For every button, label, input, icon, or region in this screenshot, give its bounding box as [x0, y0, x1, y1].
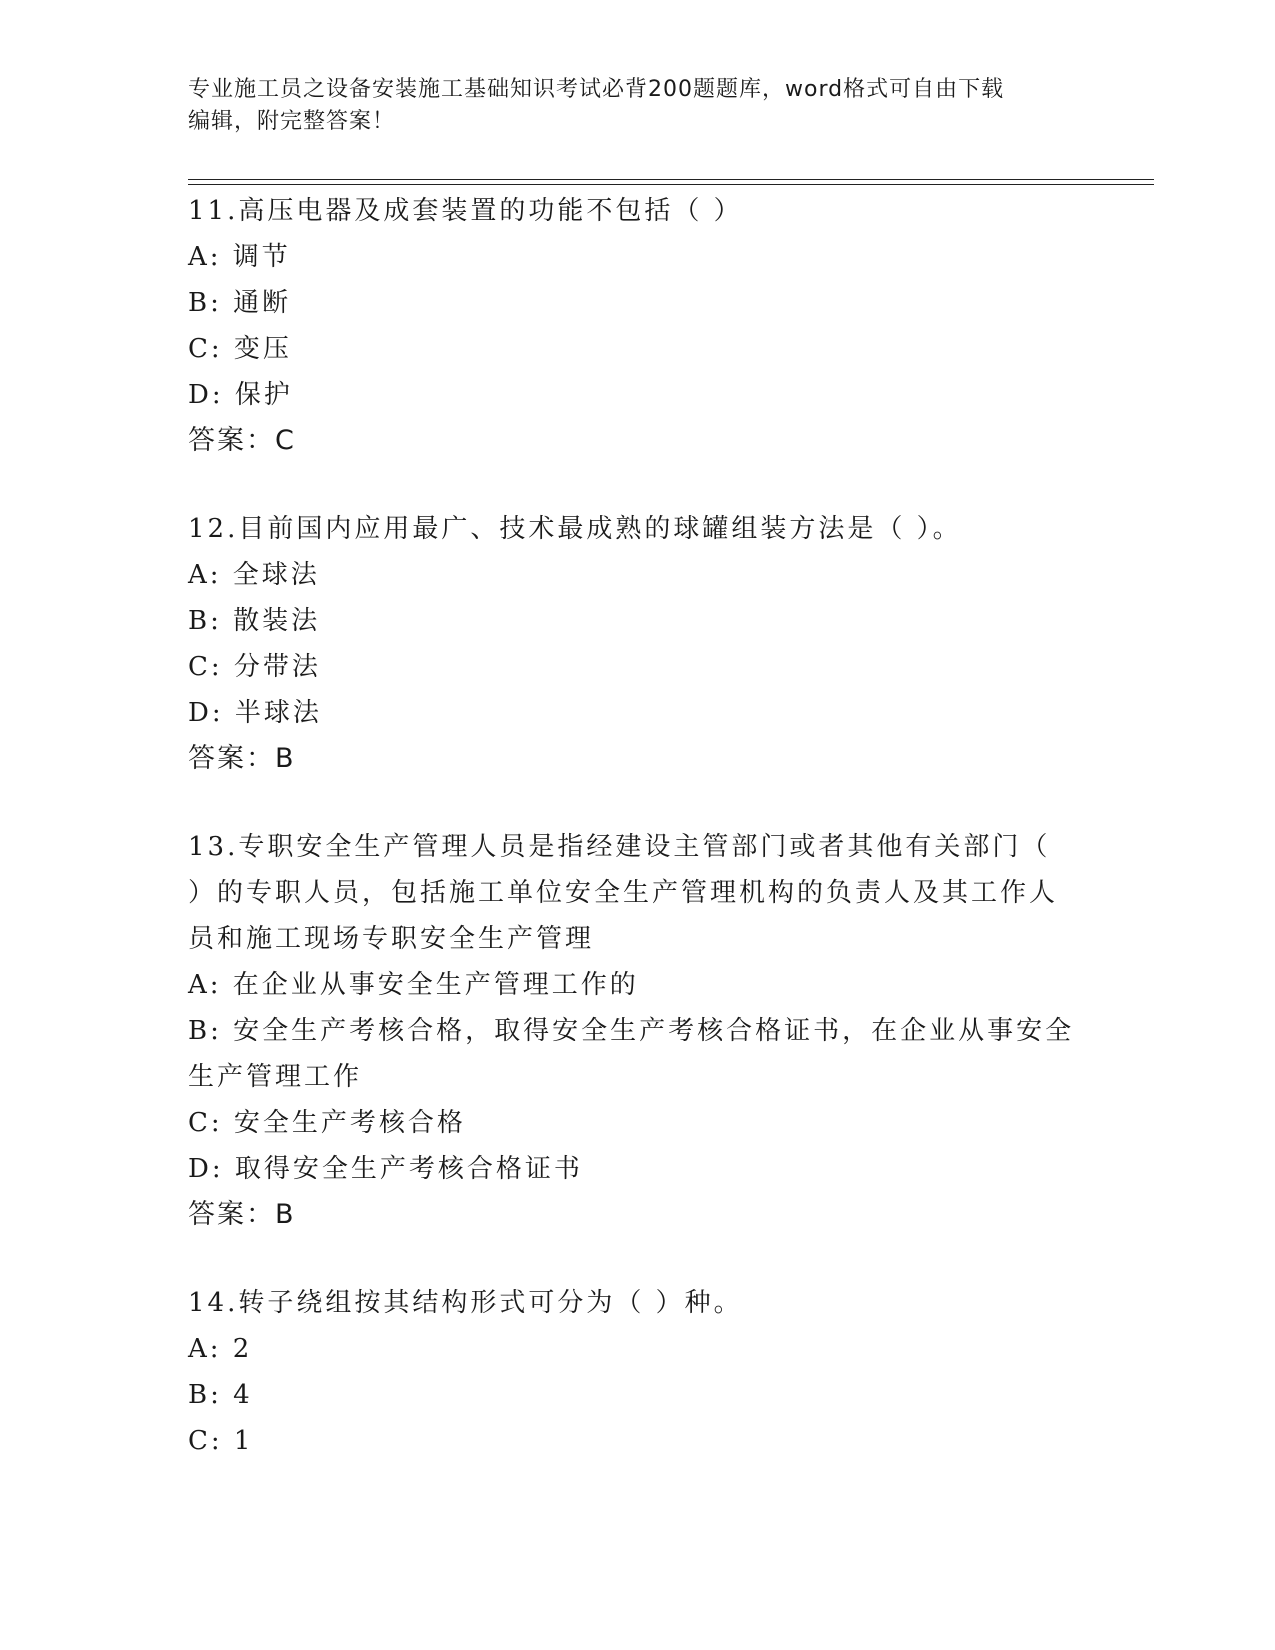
header-line-2: 编辑，附完整答案！: [188, 109, 396, 134]
option-d: D: 取得安全生产考核合格证书: [188, 1154, 583, 1184]
question-13: [188, 824, 1088, 1238]
spacer: [188, 1238, 1088, 1280]
option-b: B: 散装法: [188, 606, 321, 636]
option-b-line-1: B: 安全生产考核合格，取得安全生产考核合格证书，在企业从事安全: [188, 1016, 1075, 1046]
question-11: [188, 188, 1088, 464]
question-stem-line-1: 13.专职安全生产管理人员是指经建设主管部门或者其他有关部门（: [188, 832, 1051, 862]
option-b: B: 4: [188, 1380, 253, 1410]
answer: 答案：B: [188, 1199, 296, 1230]
option-a: A: 在企业从事安全生产管理工作的: [188, 970, 639, 1000]
option-c: C: 安全生产考核合格: [188, 1108, 466, 1138]
option-c: C: 分带法: [188, 652, 321, 682]
option-d: D: 半球法: [188, 698, 322, 728]
header-rule-bottom: [188, 184, 1154, 185]
option-a: A: 调节: [188, 242, 291, 272]
question-stem-line-2: ）的专职人员，包括施工单位安全生产管理机构的负责人及其工作人: [188, 878, 1059, 908]
option-c: C: 变压: [188, 334, 292, 364]
question-list: [188, 188, 1088, 1464]
question-14: [188, 1280, 1088, 1464]
option-a: A: 2: [188, 1334, 253, 1364]
option-b: B: 通断: [188, 288, 292, 318]
option-a: A: 全球法: [188, 560, 320, 590]
option-c: C: 1: [188, 1426, 254, 1456]
option-b-line-2: 生产管理工作: [188, 1062, 363, 1092]
answer: 答案：C: [188, 425, 296, 456]
header-rule-top: [188, 179, 1154, 180]
question-stem: 12.目前国内应用最广、技术最成熟的球罐组装方法是（ ）。: [188, 514, 962, 544]
header-line-1: 专业施工员之设备安装施工基础知识考试必背200题题库，word格式可自由下载: [188, 77, 1005, 102]
option-d: D: 保护: [188, 380, 293, 410]
spacer: [188, 464, 1088, 506]
spacer: [188, 782, 1088, 824]
question-stem-line-3: 员和施工现场专职安全生产管理: [188, 924, 595, 954]
question-stem: 14.转子绕组按其结构形式可分为（ ）种。: [188, 1288, 743, 1318]
answer: 答案：B: [188, 743, 296, 774]
question-12: [188, 506, 1088, 782]
question-stem: 11.高压电器及成套装置的功能不包括（ ）: [188, 196, 743, 226]
document-header: [188, 74, 1068, 138]
